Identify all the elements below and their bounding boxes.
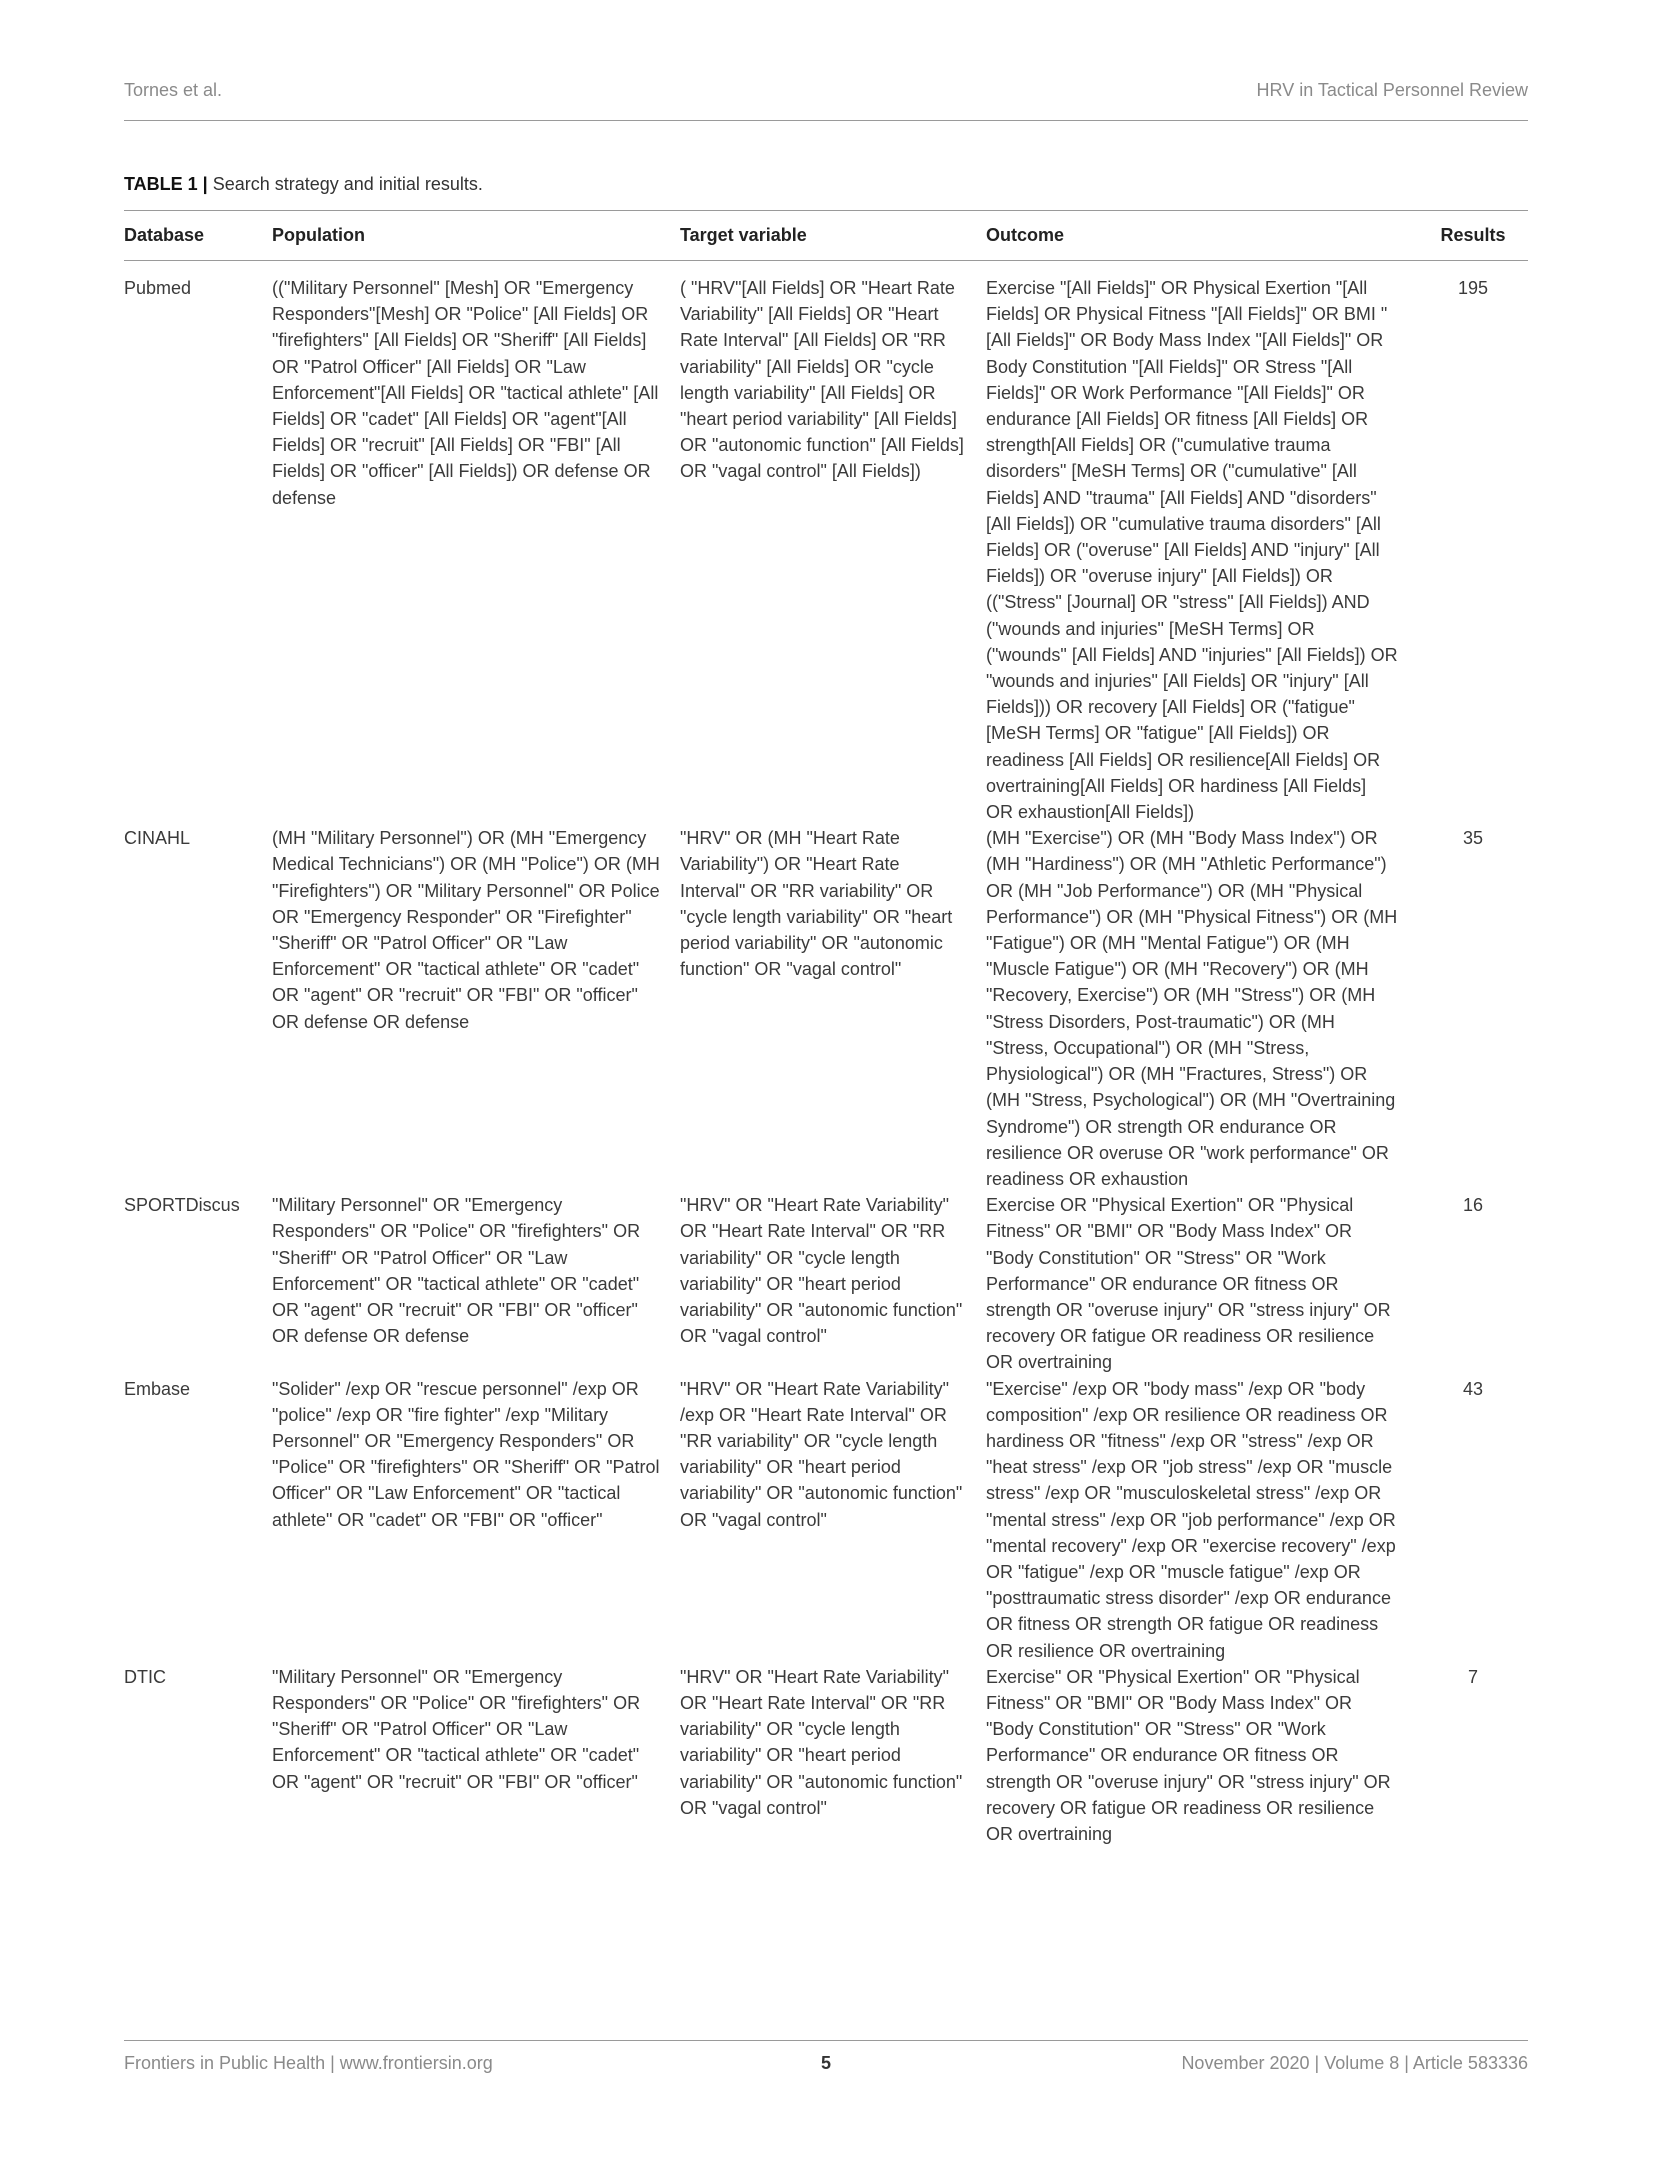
table-caption xyxy=(124,174,483,195)
cell-database: CINAHL xyxy=(124,828,191,849)
running-header xyxy=(124,78,1528,121)
footer-journal-link[interactable]: Frontiers in Public Health | www.frontiersin.org xyxy=(124,2053,493,2073)
cell-database: SPORTDiscus xyxy=(124,1195,240,1216)
header-authors: Tornes et al. xyxy=(124,80,223,100)
cell-population-text: "Solider" /exp OR "rescue personnel" /exp OR "police" /exp OR "fire fighter" /exp "Military Personnel" OR "Emergency Responders" OR "Police" OR "firefighters" OR "Sheriff" OR "Patrol Officer" OR "Law Enforcement" OR "tactical athlete" OR "cadet" OR "FBI" OR "officer" xyxy=(272,1378,660,1530)
cell-outcome xyxy=(986,1192,1418,1375)
page-number: 5 xyxy=(820,2053,831,2073)
table-row xyxy=(124,825,1528,1192)
cell-results: 43 xyxy=(1462,1378,1484,1399)
cell-outcome xyxy=(986,1664,1418,1847)
column-header-outcome: Outcome xyxy=(986,225,1065,245)
table-caption-text: Search strategy and initial results. xyxy=(207,174,483,194)
cell-database: DTIC xyxy=(124,1666,166,1687)
cell-target-text: "HRV" OR "Heart Rate Variability" /exp OR "Heart Rate Interval" OR "RR variability" OR "cycle length variability" OR "heart period variability" OR "autonomic function" OR "vagal control" xyxy=(680,1378,963,1530)
table-caption-label: TABLE 1 | xyxy=(124,174,208,194)
cell-target-text: "HRV" OR "Heart Rate Variability" OR "Heart Rate Interval" OR "RR variability" OR "cycle length variability" OR "heart period variability" OR "autonomic function" OR "vagal control" xyxy=(680,1666,963,1818)
table-row xyxy=(124,1664,1528,1847)
cell-population-text: "Military Personnel" OR "Emergency Responders" OR "Police" OR "firefighters" OR "Sheriff" OR "Patrol Officer" OR "Law Enforcement" OR "tactical athlete" OR "cadet" OR "agent" OR "recruit" OR "FBI" OR "officer" xyxy=(272,1666,641,1792)
cell-database: Embase xyxy=(124,1378,191,1399)
column-header-results: Results xyxy=(1440,225,1506,245)
cell-target-text: "HRV" OR "Heart Rate Variability" OR "Heart Rate Interval" OR "RR variability" OR "cycle length variability" OR "heart period variability" OR "autonomic function" OR "vagal control" xyxy=(680,1195,963,1347)
cell-target-text: ( "HRV"[All Fields] OR "Heart Rate Variability" [All Fields] OR "Heart Rate Interval" [All Fields] OR "RR variability" [All Fields] OR "cycle length variability" [All Fields] OR "heart period variability" [All Fields] OR "autonomic function" [All Fields] OR "vagal control" [All Fields]) xyxy=(680,278,964,482)
cell-population-text: (MH "Military Personnel") OR (MH "Emergency Medical Technicians") OR (MH "Police") OR (MH "Firefighters") OR "Military Personnel" OR Police OR "Emergency Responder" OR "Firefighter" "Sheriff" OR "Patrol Officer" OR "Law Enforcement" OR "tactical athlete" OR "cadet" OR "agent" OR "recruit" OR "FBI" OR "officer" OR defense OR defense xyxy=(272,828,660,1032)
cell-population xyxy=(272,1376,680,1664)
cell-outcome xyxy=(986,825,1418,1192)
cell-population xyxy=(272,1192,680,1375)
cell-target-variable xyxy=(680,825,986,1192)
cell-results: 35 xyxy=(1462,828,1484,849)
search-strategy-table xyxy=(124,210,1528,1847)
page-footer xyxy=(124,2040,1528,2081)
cell-outcome-text: Exercise OR "Physical Exertion" OR "Physical Fitness" OR "BMI" OR "Body Mass Index" OR "Body Constitution" OR "Stress" OR "Work Performance" OR endurance OR fitness OR strength OR "overuse injury" OR "stress injury" OR recovery OR fatigue OR readiness OR resilience OR overtraining xyxy=(986,1195,1391,1373)
footer-citation: November 2020 | Volume 8 | Article 583336 xyxy=(1181,2053,1528,2073)
cell-population-text: "Military Personnel" OR "Emergency Responders" OR "Police" OR "firefighters" OR "Sheriff" OR "Patrol Officer" OR "Law Enforcement" OR "tactical athlete" OR "cadet" OR "agent" OR "recruit" OR "FBI" OR "officer" OR defense OR defense xyxy=(272,1195,641,1347)
cell-population xyxy=(272,261,680,826)
cell-population xyxy=(272,1664,680,1847)
cell-outcome-text: Exercise" OR "Physical Exertion" OR "Physical Fitness" OR "BMI" OR "Body Mass Index" OR "Body Constitution" OR "Stress" OR "Work Performance" OR endurance OR fitness OR strength OR "overuse injury" OR "stress injury" OR recovery OR fatigue OR readiness OR resilience OR overtraining xyxy=(986,1666,1391,1844)
column-header-population: Population xyxy=(272,225,365,245)
table-header-row xyxy=(124,211,1528,261)
cell-results: 16 xyxy=(1462,1195,1484,1216)
cell-database: Pubmed xyxy=(124,278,192,298)
column-header-target-variable: Target variable xyxy=(680,225,807,245)
cell-results: 7 xyxy=(1467,1666,1478,1687)
table-row xyxy=(124,1376,1528,1664)
table-row xyxy=(124,261,1528,826)
cell-outcome xyxy=(986,1376,1418,1664)
cell-population xyxy=(272,825,680,1192)
table-row xyxy=(124,1192,1528,1375)
cell-outcome-text: "Exercise" /exp OR "body mass" /exp OR "body composition" /exp OR resilience OR readiness OR hardiness OR "fitness" /exp OR "stress" /exp OR "heat stress" /exp OR "job stress" /exp OR "muscle stress" /exp OR "musculoskeletal stress" /exp OR "mental stress" /exp OR "job performance" /exp OR "mental recovery" /exp OR "exercise recovery" /exp OR "fatigue" /exp OR "muscle fatigue" /exp OR "posttraumatic stress disorder" /exp OR endurance OR fitness OR strength OR fatigue OR readiness OR resilience OR overtraining xyxy=(986,1378,1396,1661)
cell-outcome xyxy=(986,261,1418,826)
cell-outcome-text: Exercise "[All Fields]" OR Physical Exertion "[All Fields] OR Physical Fitness "[All Fields]" OR BMI "[All Fields]" OR Body Mass Index "[All Fields]" OR Body Constitution "[All Fields]" OR Stress "[All Fields]" OR Work Performance "[All Fields]" OR endurance [All Fields] OR fitness [All Fields] OR strength[All Fields] OR ("cumulative trauma disorders" [MeSH Terms] OR ("cumulative" [All Fields] AND "trauma" [All Fields] AND "disorders" [All Fields]) OR "cumulative trauma disorders" [All Fields] OR ("overuse" [All Fields] AND "injury" [All Fields]) OR "overuse injury" [All Fields]) OR (("Stress" [Journal] OR "stress" [All Fields]) AND ("wounds and injuries" [MeSH Terms] OR ("wounds" [All Fields] AND "injuries" [All Fields]) OR "wounds and injuries" [All Fields] OR "injury" [All Fields])) OR recovery [All Fields] OR ("fatigue" [MeSH Terms] OR "fatigue" [All Fields]) OR readiness [All Fields] OR resilience[All Fields] OR overtraining[All Fields] OR hardiness [All Fields] OR exhaustion[All Fields]) xyxy=(986,278,1398,823)
cell-target-variable xyxy=(680,1192,986,1375)
header-short-title: HRV in Tactical Personnel Review xyxy=(1256,80,1528,100)
cell-target-variable xyxy=(680,261,986,826)
cell-target-variable xyxy=(680,1664,986,1847)
cell-outcome-text: (MH "Exercise") OR (MH "Body Mass Index") OR (MH "Hardiness") OR (MH "Athletic Performance") OR (MH "Job Performance") OR (MH "Physical Performance") OR (MH "Physical Fitness") OR (MH "Fatigue") OR (MH "Mental Fatigue") OR (MH "Muscle Fatigue") OR (MH "Recovery") OR (MH "Recovery, Exercise") OR (MH "Stress") OR (MH "Stress Disorders, Post-traumatic") OR (MH "Stress, Occupational") OR (MH "Stress, Physiological") OR (MH "Fractures, Stress") OR (MH "Stress, Psychological") OR (MH "Overtraining Syndrome") OR strength OR endurance OR resilience OR overuse OR "work performance" OR readiness OR exhaustion xyxy=(986,828,1398,1189)
cell-target-text: "HRV" OR (MH "Heart Rate Variability") OR "Heart Rate Interval" OR "RR variability" OR "cycle length variability" OR "heart period variability" OR "autonomic function" OR "vagal control" xyxy=(680,828,953,980)
cell-population-text: (("Military Personnel" [Mesh] OR "Emergency Responders"[Mesh] OR "Police" [All Fields] OR "firefighters" [All Fields] OR "Sheriff" [All Fields] OR "Patrol Officer" [All Fields] OR "Law Enforcement"[All Fields] OR "tactical athlete" [All Fields] OR "cadet" [All Fields] OR "agent"[All Fields] OR "recruit" [All Fields] OR "FBI" [All Fields] OR "officer" [All Fields]) OR defense OR defense xyxy=(272,278,659,508)
column-header-database: Database xyxy=(124,225,205,245)
cell-target-variable xyxy=(680,1376,986,1664)
cell-results: 195 xyxy=(1457,278,1489,298)
